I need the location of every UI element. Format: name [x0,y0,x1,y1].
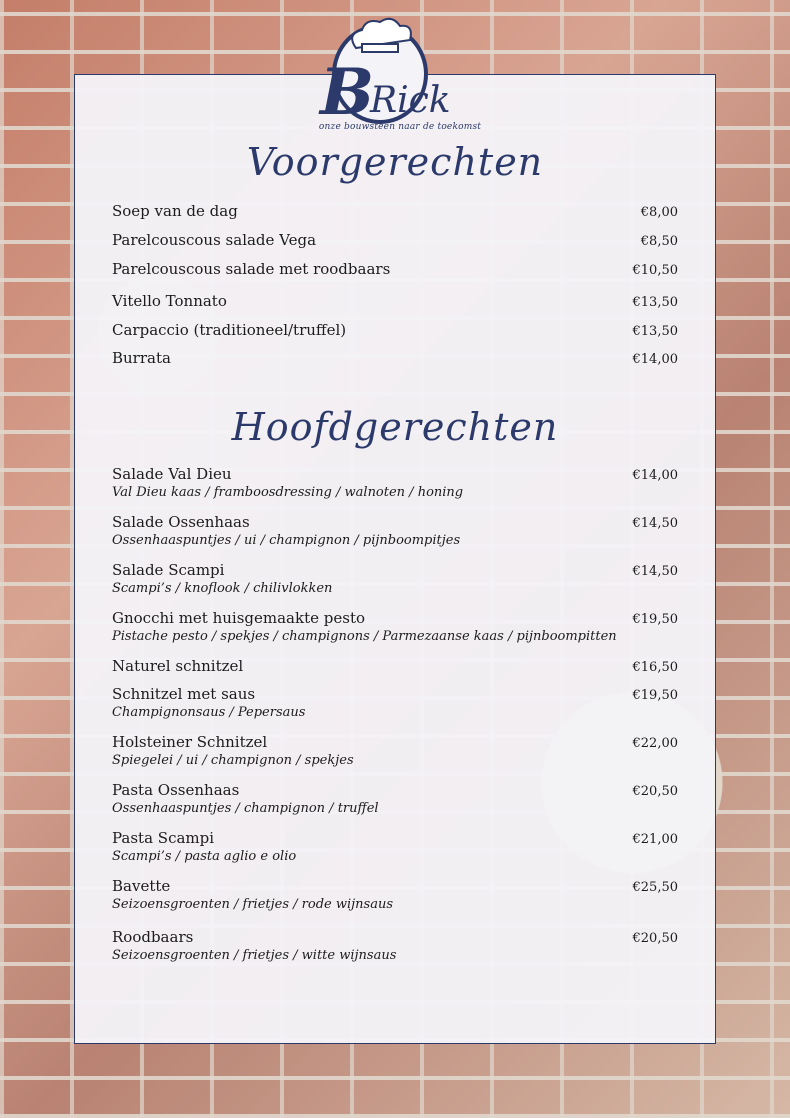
logo-letter-b: B [320,55,375,130]
menu-item [112,733,678,768]
item-name: Holsteiner Schnitzel [112,733,268,751]
menu-item [112,465,678,500]
item-price: €14,50 [632,564,678,579]
menu-item [112,928,678,963]
item-description: Seizoensgroenten / frietjes / witte wijnsaus [112,948,397,963]
menu-item [112,657,678,675]
item-name: Soep van de dag [112,202,238,220]
item-price: €16,50 [632,660,678,675]
item-price: €13,50 [632,324,678,339]
menu-item [112,260,678,278]
item-name: Carpaccio (traditioneel/truffel) [112,321,347,339]
item-price: €14,00 [632,352,678,367]
item-price: €14,00 [632,468,678,483]
item-description: Seizoensgroenten / frietjes / rode wijnsaus [112,897,394,912]
item-price: €14,50 [632,516,678,531]
item-name: Pasta Scampi [112,829,215,847]
item-name: Gnocchi met huisgemaakte pesto [112,609,366,627]
item-price: €8,50 [640,234,678,249]
item-name: Salade Ossenhaas [112,513,250,531]
item-price: €8,00 [640,205,678,220]
menu-item [112,349,678,367]
menu-item [112,231,678,249]
menu-item [112,202,678,220]
item-price: €13,50 [632,295,678,310]
item-description: Pistache pesto / spekjes / champignons / Parmezaanse kaas / pijnboompitten [112,629,617,644]
item-name: Parelcouscous salade met roodbaars [112,260,391,278]
menu-item [112,609,678,644]
item-description: Ossenhaaspuntjes / champignon / truffel [112,801,379,816]
section-title-starters: Voorgerechten [246,140,544,184]
item-name: Vitello Tonnato [112,292,227,310]
item-description: Val Dieu kaas / framboosdressing / walnoten / honing [112,485,464,500]
item-description: Champignonsaus / Pepersaus [112,705,306,720]
item-name: Salade Scampi [112,561,225,579]
item-description: Ossenhaaspuntjes / ui / champignon / pijnboompitjes [112,533,461,548]
item-description: Scampi’s / knoflook / chilivlokken [112,581,333,596]
menu-item [112,877,678,912]
item-price: €25,50 [632,880,678,895]
item-price: €20,50 [632,931,678,946]
menu-item [112,292,678,310]
tagline: onze bouwsteen naar de toekomst [318,122,482,132]
item-name: Parelcouscous salade Vega [112,231,317,249]
item-price: €19,50 [632,612,678,627]
section-title-mains: Hoofdgerechten [231,405,559,449]
item-name: Roodbaars [112,928,194,946]
menu-item [112,513,678,548]
item-name: Pasta Ossenhaas [112,781,240,799]
item-price: €21,00 [632,832,678,847]
item-description: Spiegelei / ui / champignon / spekjes [112,753,354,768]
item-price: €19,50 [632,688,678,703]
item-name: Salade Val Dieu [112,465,232,483]
item-name: Bavette [112,877,171,895]
brick-logo [318,12,478,138]
menu-item [112,561,678,596]
item-description: Scampi’s / pasta aglio e olio [112,849,297,864]
item-name: Burrata [112,349,171,367]
menu-item [112,781,678,816]
item-price: €10,50 [632,263,678,278]
menu-item [112,321,678,339]
menu-item [112,829,678,864]
menu-item [112,685,678,720]
item-name: Schnitzel met saus [112,685,256,703]
item-price: €20,50 [632,784,678,799]
item-price: €22,00 [632,736,678,751]
logo-word: Rick [370,80,451,121]
item-name: Naturel schnitzel [112,657,244,675]
